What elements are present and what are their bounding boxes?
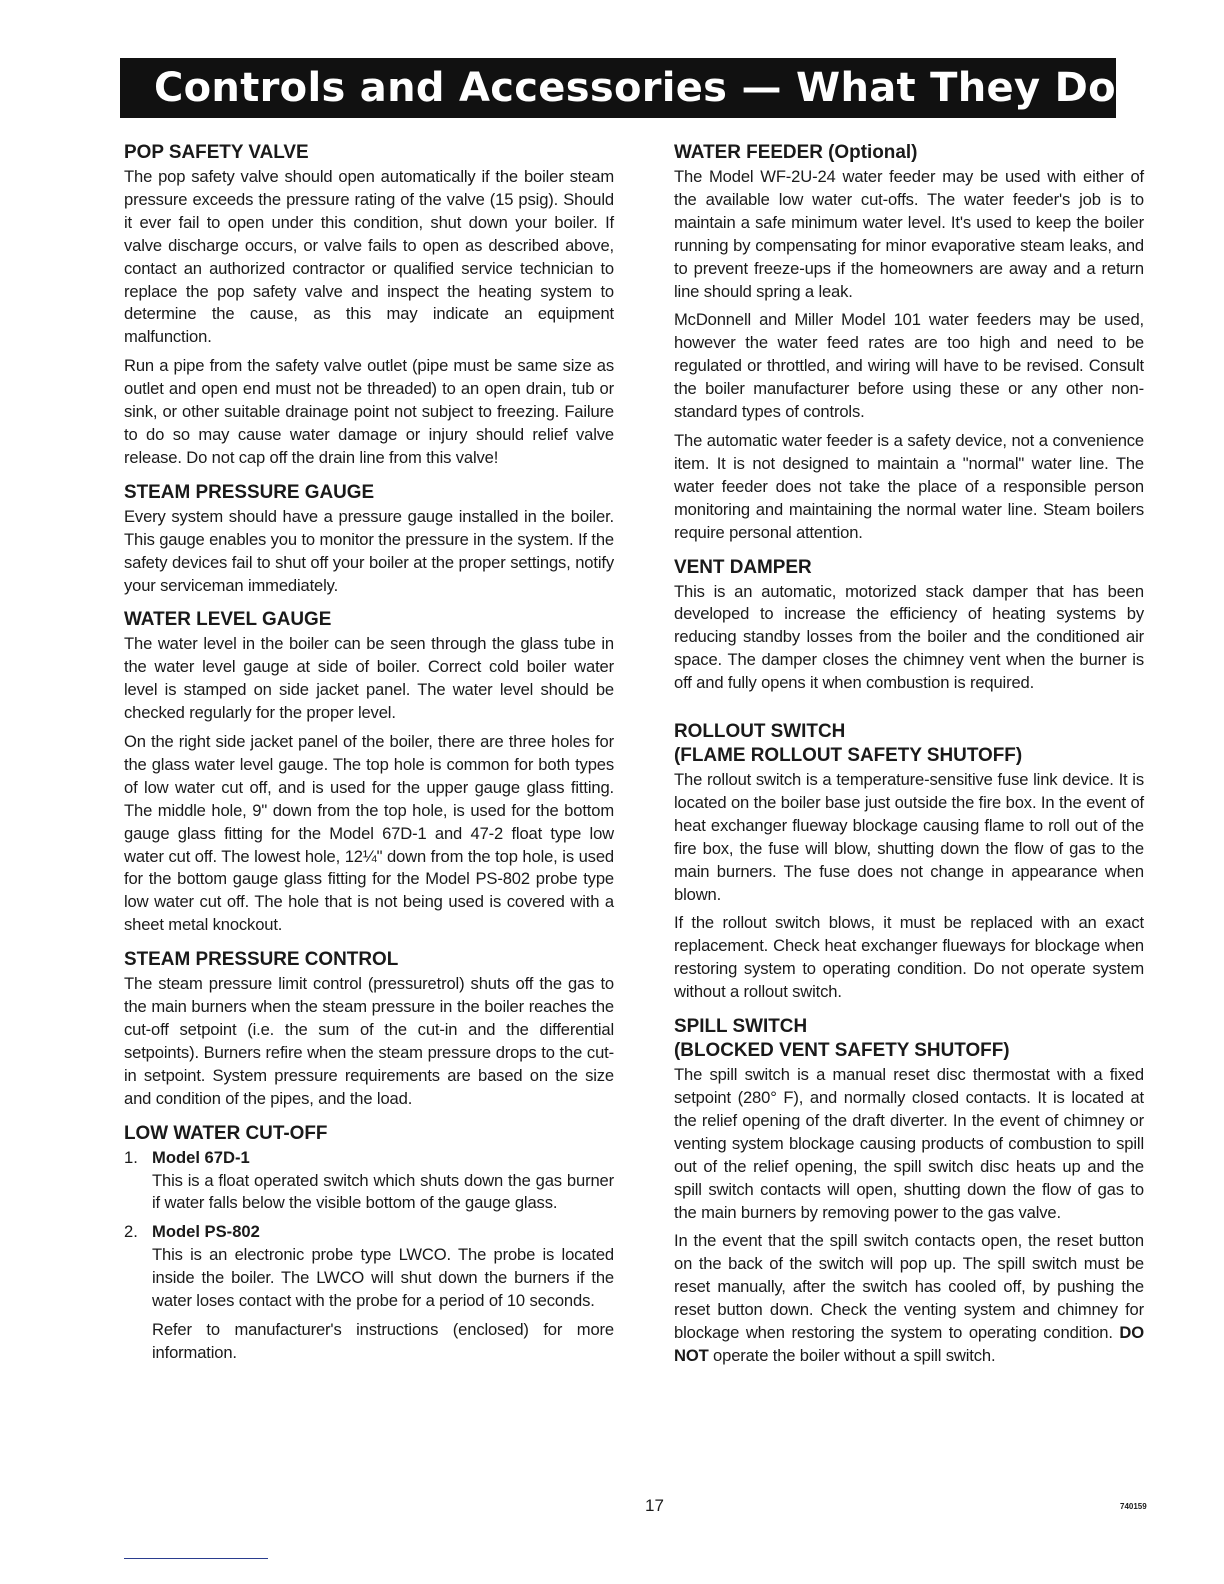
section-vent-damper: [674, 555, 1144, 696]
section-rollout-switch: [674, 719, 1144, 1004]
list-item: [124, 1221, 614, 1364]
right-column: [674, 140, 1144, 1378]
section-heading: WATER FEEDER (Optional): [674, 141, 918, 163]
paragraph: Refer to manufacturer's instructions (enclosed) for more information.: [152, 1319, 614, 1362]
paragraph: [674, 1230, 1144, 1367]
section-heading: VENT DAMPER: [674, 555, 812, 578]
heading-line: (FLAME ROLLOUT SAFETY SHUTOFF): [674, 744, 1023, 767]
paragraph: This is an automatic, motorized stack damper that has been developed to increase the efficiency of heating systems by reducing standby losses from the boiler and the conditioned air space. The damper closes the chimney vent when the burner is off and fully opens it when combustion is required.: [674, 581, 1144, 693]
section-heading: POP SAFETY VALVE: [124, 141, 309, 163]
section-heading: LOW WATER CUT-OFF: [124, 1121, 328, 1144]
page-number: 17: [645, 1496, 664, 1515]
page-banner: [120, 58, 1116, 118]
list-title: Model 67D-1: [152, 1147, 250, 1167]
paragraph: This is a float operated switch which shuts down the gas burner if water falls below the visible bottom of the gauge glass.: [152, 1170, 614, 1213]
heading-line: ROLLOUT SWITCH: [674, 720, 846, 743]
section-water-feeder: [674, 140, 1144, 545]
heading-line: (BLOCKED VENT SAFETY SHUTOFF): [674, 1039, 1010, 1062]
paragraph: The automatic water feeder is a safety device, not a convenience item. It is not designed to maintain a "normal" water line. The water feeder does not take the place of a responsible person monitoring and maintaining the normal water line. Steam boilers require personal attention.: [674, 430, 1144, 542]
paragraph: On the right side jacket panel of the boiler, there are three holes for the glass water level gauge. The top hole is common for both types of low water cut off, and is used for the upper gauge glass fitting. The middle hole, 9" down from the top hole, is used for the bottom gauge glass fitting for the Model 67D-1 and 47-2 float type low water cut off. The lowest hole, 12¼" down from the top hole, is used for the bottom gauge glass fitting for the Model PS-802 probe type low water cut off. The hole that is not being used is covered with a sheet metal knockout.: [124, 732, 614, 935]
paragraph: The Model WF-2U-24 water feeder may be used with either of the available low water cut-offs. The water feeder's job is to maintain a safe minimum water level. It's used to keep the boiler running by compensating for minor evaporative steam leaks, and to prevent freeze-ups if the homeowners are away and a return line should spring a leak.: [674, 167, 1144, 301]
paragraph: The pop safety valve should open automatically if the boiler steam pressure exceeds the pressure rating of the valve (15 psig). Should it ever fail to open under this condition, shut down your boiler. If valve discharge occurs, or valve fails to open as described above, contact an authorized contractor or qualified service technician to replace the pop safety valve and inspect the heating system to determine the cause, as this may indicate an equipment malfunction.: [124, 167, 614, 347]
paragraph: This is an electronic probe type LWCO. The probe is located inside the boiler. The LWCO will shut down the burners if the water loses contact with the probe for a period of 10 seconds.: [152, 1245, 614, 1311]
emphasis-text: DO NOT: [674, 1323, 1144, 1365]
heading-line: SPILL SWITCH: [674, 1015, 808, 1038]
section-heading: WATER LEVEL GAUGE: [124, 608, 332, 631]
paragraph: The steam pressure limit control (pressuretrol) shuts off the gas to the main burners when the steam pressure in the boiler reaches the cut-off setpoint (i.e. the sum of the cut-in and the differential setpoints). Burners refire when the steam pressure drops to the cut-in setpoint. System pressure requirements are based on the size and condition of the pipes, and the load.: [124, 974, 614, 1108]
paragraph: McDonnell and Miller Model 101 water feeders may be used, however the water feed rates are too high and need to be regulated or throttled, and wiring will have to be revised. Consult the boiler manufacturer before using these or any other non-standard types of controls.: [674, 310, 1144, 422]
paragraph: The water level in the boiler can be seen through the glass tube in the water level gauge at side of boiler. Correct cold boiler water level is stamped on side jacket panel. The water level should be checked regularly for the proper level.: [124, 634, 614, 723]
left-column: [124, 140, 614, 1375]
paragraph: Every system should have a pressure gauge installed in the boiler. This gauge enables you to monitor the pressure in the system. If the safety devices fail to shut off your boiler at the proper settings, notify your serviceman immediately.: [124, 506, 614, 595]
section-steam-pressure-control: [124, 947, 614, 1110]
section-heading: STEAM PRESSURE CONTROL: [124, 948, 399, 971]
document-code: 740159: [1120, 1502, 1147, 1511]
list-number: 2.: [124, 1222, 138, 1242]
section-heading: [674, 719, 1130, 767]
text-run: In the event that the spill switch contacts open, the reset button on the back of the switch will pop up. The spill switch must be reset manually, after the switch has cooled off, by pushing the reset button down. Check the venting system and chimney for blockage when restoring the system to operating condition.: [674, 1231, 1144, 1343]
section-pop-safety-valve: [124, 140, 614, 470]
paragraph: If the rollout switch blows, it must be replaced with an exact replacement. Check heat exchanger flueways for blockage when restoring system to operating condition. Do not operate system without a rollout switch.: [674, 913, 1144, 1002]
paragraph: The spill switch is a manual reset disc thermostat with a fixed setpoint (280° F), and normally closed contacts. It is located at the relief opening of the draft diverter. In the event of chimney or venting system blockage causing products of combustion to spill out of the relief opening, the spill switch disc heats up and the spill switch contacts will open, shutting down the flow of gas to the main burners by removing power to the gas valve.: [674, 1065, 1144, 1222]
section-low-water-cutoff: [124, 1121, 614, 1365]
list-item: [124, 1147, 614, 1216]
section-heading: STEAM PRESSURE GAUGE: [124, 480, 375, 503]
section-heading: [674, 1014, 1130, 1062]
text-run: operate the boiler without a spill switch.: [708, 1345, 996, 1365]
list-title: Model PS-802: [152, 1222, 260, 1242]
section-steam-pressure-gauge: [124, 480, 614, 598]
section-spill-switch: [674, 1014, 1144, 1368]
list-number: 1.: [124, 1147, 138, 1167]
paragraph: The rollout switch is a temperature-sensitive fuse link device. It is located on the boiler base just outside the fire box. In the event of heat exchanger flueway blockage causing flame to roll out of the fire box, the fuse will blow, shutting down the flow of gas to the main burners. The fuse does not change in appearance when blown.: [674, 770, 1144, 904]
page-title: Controls and Accessories — What They Do: [154, 65, 1116, 111]
paragraph: Run a pipe from the safety valve outlet (pipe must be same size as outlet and open end must not be threaded) to an open drain, tub or sink, or other suitable drainage point not subject to freezing. Failure to do so may cause water damage or injury should relief valve release. Do not cap off the drain line from this valve!: [124, 356, 614, 467]
footer-rule: [124, 1558, 268, 1559]
section-water-level-gauge: [124, 607, 614, 937]
